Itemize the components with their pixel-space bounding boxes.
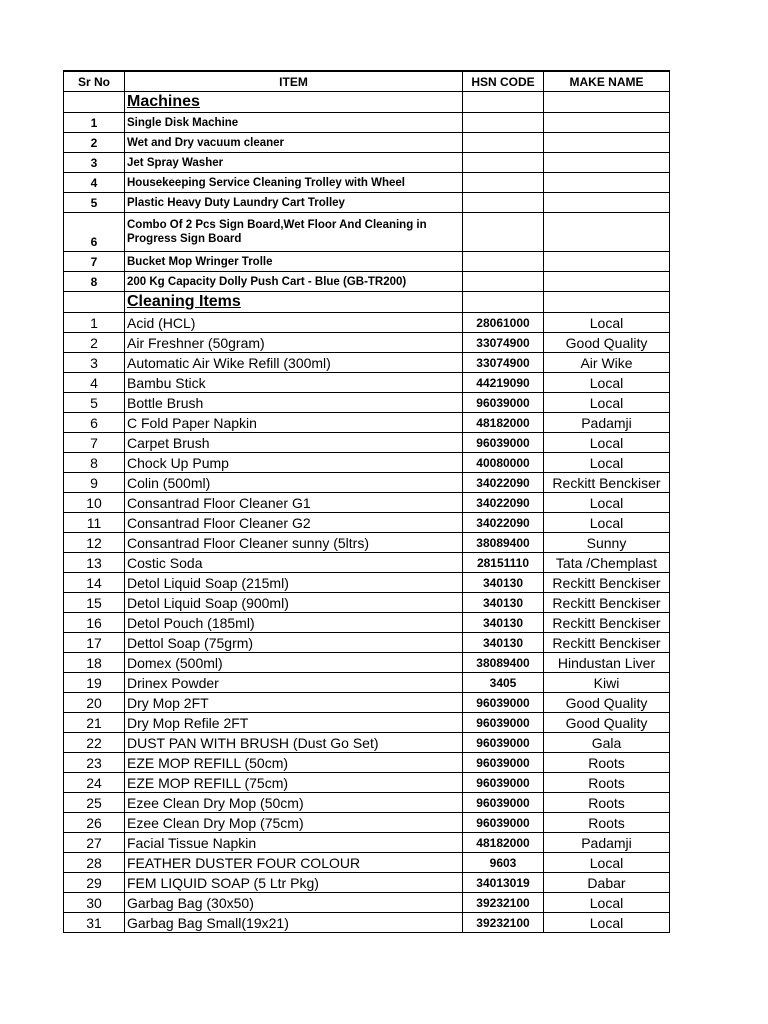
hsn-code-cell: 9603 [463, 853, 544, 873]
item-cell: Chock Up Pump [125, 453, 463, 473]
table-row [64, 873, 670, 893]
hsn-code-cell: 44219090 [463, 373, 544, 393]
table-row [64, 633, 670, 653]
table-row [64, 653, 670, 673]
make-name-cell: Local [544, 493, 670, 513]
make-name-cell: Roots [544, 793, 670, 813]
item-cell: Drinex Powder [125, 673, 463, 693]
section-hsn-empty [463, 92, 544, 113]
item-cell: Single Disk Machine [125, 113, 463, 133]
make-name-cell: Reckitt Benckiser [544, 613, 670, 633]
table-row [64, 673, 670, 693]
hsn-code-cell [463, 272, 544, 292]
sr-no-cell: 23 [64, 753, 125, 773]
item-cell: Acid (HCL) [125, 313, 463, 333]
table-row [64, 213, 670, 252]
hsn-code-cell: 96039000 [463, 753, 544, 773]
sr-no-cell: 8 [64, 453, 125, 473]
table-row [64, 373, 670, 393]
sr-no-cell: 9 [64, 473, 125, 493]
item-cell: Detol Liquid Soap (215ml) [125, 573, 463, 593]
item-cell: Domex (500ml) [125, 653, 463, 673]
item-cell: Colin (500ml) [125, 473, 463, 493]
make-name-cell [544, 252, 670, 272]
hsn-code-cell [463, 113, 544, 133]
header-row [64, 71, 670, 92]
sr-no-cell: 11 [64, 513, 125, 533]
table-row [64, 353, 670, 373]
table-row [64, 493, 670, 513]
hsn-code-cell: 34022090 [463, 473, 544, 493]
hsn-code-cell: 28061000 [463, 313, 544, 333]
hsn-code-cell [463, 252, 544, 272]
make-name-cell: Hindustan Liver [544, 653, 670, 673]
hsn-code-cell: 96039000 [463, 733, 544, 753]
item-cell: Combo Of 2 Pcs Sign Board,Wet Floor And Cleaning in Progress Sign Board [125, 213, 463, 252]
section-sr-empty [64, 292, 125, 313]
item-cell: Dettol Soap (75grm) [125, 633, 463, 653]
make-name-cell [544, 173, 670, 193]
make-name-cell [544, 133, 670, 153]
table-row [64, 153, 670, 173]
make-name-cell: Reckitt Benckiser [544, 593, 670, 613]
sr-no-cell: 4 [64, 373, 125, 393]
table-row [64, 553, 670, 573]
sr-no-cell: 17 [64, 633, 125, 653]
hsn-code-cell: 48182000 [463, 833, 544, 853]
make-name-cell: Kiwi [544, 673, 670, 693]
table-row [64, 533, 670, 553]
section-sr-empty [64, 92, 125, 113]
make-name-cell: Local [544, 893, 670, 913]
table-row [64, 133, 670, 153]
item-cell: Bambu Stick [125, 373, 463, 393]
sr-no-cell: 4 [64, 173, 125, 193]
sr-no-cell: 2 [64, 133, 125, 153]
make-name-cell [544, 272, 670, 292]
table-row [64, 813, 670, 833]
make-name-cell: Reckitt Benckiser [544, 573, 670, 593]
hsn-code-cell: 38089400 [463, 653, 544, 673]
table-row [64, 272, 670, 292]
item-cell: Detol Pouch (185ml) [125, 613, 463, 633]
sr-no-cell: 13 [64, 553, 125, 573]
sr-no-cell: 29 [64, 873, 125, 893]
table-row [64, 252, 670, 272]
make-name-cell: Padamji [544, 413, 670, 433]
sr-no-cell: 27 [64, 833, 125, 853]
sr-no-cell: 19 [64, 673, 125, 693]
sr-no-cell: 20 [64, 693, 125, 713]
item-cell: Air Freshner (50gram) [125, 333, 463, 353]
sr-no-cell: 26 [64, 813, 125, 833]
make-name-cell [544, 153, 670, 173]
sr-no-cell: 7 [64, 433, 125, 453]
make-name-cell: Local [544, 433, 670, 453]
item-cell: DUST PAN WITH BRUSH (Dust Go Set) [125, 733, 463, 753]
item-cell: Housekeeping Service Cleaning Trolley with Wheel [125, 173, 463, 193]
make-name-cell: Reckitt Benckiser [544, 633, 670, 653]
header-item: ITEM [125, 71, 463, 92]
table-row [64, 513, 670, 533]
item-cell: Consantrad Floor Cleaner G1 [125, 493, 463, 513]
sr-no-cell: 6 [64, 413, 125, 433]
hsn-code-cell: 34022090 [463, 513, 544, 533]
make-name-cell: Good Quality [544, 693, 670, 713]
item-cell: EZE MOP REFILL (50cm) [125, 753, 463, 773]
table-row [64, 613, 670, 633]
items-table [63, 70, 670, 933]
hsn-code-cell: 96039000 [463, 393, 544, 413]
hsn-code-cell: 38089400 [463, 533, 544, 553]
item-cell: EZE MOP REFILL (75cm) [125, 773, 463, 793]
section-title-machines: Machines [125, 92, 463, 113]
section-row-cleaning [64, 292, 670, 313]
table-row [64, 393, 670, 413]
table-row [64, 773, 670, 793]
table-row [64, 313, 670, 333]
make-name-cell: Roots [544, 773, 670, 793]
item-cell: Detol Liquid Soap (900ml) [125, 593, 463, 613]
hsn-code-cell: 96039000 [463, 433, 544, 453]
item-cell: Automatic Air Wike Refill (300ml) [125, 353, 463, 373]
table-row [64, 793, 670, 813]
section-title-cleaning: Cleaning Items [125, 292, 463, 313]
item-cell: Bottle Brush [125, 393, 463, 413]
table-row [64, 413, 670, 433]
make-name-cell: Tata /Chemplast [544, 553, 670, 573]
sr-no-cell: 14 [64, 573, 125, 593]
sr-no-cell: 22 [64, 733, 125, 753]
sr-no-cell: 1 [64, 113, 125, 133]
make-name-cell: Air Wike [544, 353, 670, 373]
sr-no-cell: 12 [64, 533, 125, 553]
table-row [64, 573, 670, 593]
item-cell: Consantrad Floor Cleaner G2 [125, 513, 463, 533]
item-cell: Ezee Clean Dry Mop (50cm) [125, 793, 463, 813]
make-name-cell [544, 113, 670, 133]
hsn-code-cell: 33074900 [463, 353, 544, 373]
hsn-code-cell: 340130 [463, 593, 544, 613]
item-cell: FEATHER DUSTER FOUR COLOUR [125, 853, 463, 873]
sr-no-cell: 31 [64, 913, 125, 933]
table-row [64, 853, 670, 873]
hsn-code-cell [463, 133, 544, 153]
item-cell: Dry Mop 2FT [125, 693, 463, 713]
sr-no-cell: 28 [64, 853, 125, 873]
hsn-code-cell: 96039000 [463, 793, 544, 813]
item-cell: 200 Kg Capacity Dolly Push Cart - Blue (GB-TR200) [125, 272, 463, 292]
sr-no-cell: 16 [64, 613, 125, 633]
hsn-code-cell [463, 193, 544, 213]
make-name-cell: Gala [544, 733, 670, 753]
item-cell: Ezee Clean Dry Mop (75cm) [125, 813, 463, 833]
item-cell: Bucket Mop Wringer Trolle [125, 252, 463, 272]
table-row [64, 333, 670, 353]
table-row [64, 833, 670, 853]
sr-no-cell: 10 [64, 493, 125, 513]
table-row [64, 473, 670, 493]
make-name-cell: Dabar [544, 873, 670, 893]
hsn-code-cell: 340130 [463, 633, 544, 653]
hsn-code-cell [463, 153, 544, 173]
hsn-code-cell [463, 213, 544, 252]
hsn-code-cell: 39232100 [463, 893, 544, 913]
make-name-cell: Sunny [544, 533, 670, 553]
hsn-code-cell: 96039000 [463, 813, 544, 833]
section-make-empty [544, 92, 670, 113]
sr-no-cell: 3 [64, 153, 125, 173]
item-cell: Jet Spray Washer [125, 153, 463, 173]
hsn-code-cell: 34013019 [463, 873, 544, 893]
sr-no-cell: 5 [64, 193, 125, 213]
table-row [64, 733, 670, 753]
hsn-code-cell: 28151110 [463, 553, 544, 573]
hsn-code-cell: 96039000 [463, 693, 544, 713]
sr-no-cell: 5 [64, 393, 125, 413]
item-cell: C Fold Paper Napkin [125, 413, 463, 433]
make-name-cell: Padamji [544, 833, 670, 853]
item-cell: Plastic Heavy Duty Laundry Cart Trolley [125, 193, 463, 213]
table-body [64, 92, 670, 933]
hsn-code-cell: 39232100 [463, 913, 544, 933]
section-row-machines [64, 92, 670, 113]
hsn-code-cell [463, 173, 544, 193]
sr-no-cell: 15 [64, 593, 125, 613]
sr-no-cell: 18 [64, 653, 125, 673]
item-cell: Dry Mop Refile 2FT [125, 713, 463, 733]
table-row [64, 913, 670, 933]
make-name-cell: Good Quality [544, 713, 670, 733]
hsn-code-cell: 340130 [463, 613, 544, 633]
make-name-cell: Roots [544, 753, 670, 773]
table-row [64, 693, 670, 713]
sr-no-cell: 3 [64, 353, 125, 373]
header-sr-no: Sr No [64, 71, 125, 92]
table-row [64, 893, 670, 913]
header-make-name: MAKE NAME [544, 71, 670, 92]
sr-no-cell: 1 [64, 313, 125, 333]
table-row [64, 433, 670, 453]
table-row [64, 173, 670, 193]
hsn-code-cell: 40080000 [463, 453, 544, 473]
section-hsn-empty [463, 292, 544, 313]
item-cell: Costic Soda [125, 553, 463, 573]
table-row [64, 753, 670, 773]
make-name-cell: Local [544, 913, 670, 933]
item-cell: Wet and Dry vacuum cleaner [125, 133, 463, 153]
hsn-code-cell: 340130 [463, 573, 544, 593]
hsn-code-cell: 96039000 [463, 713, 544, 733]
sr-no-cell: 25 [64, 793, 125, 813]
item-cell: Carpet Brush [125, 433, 463, 453]
header-hsn-code: HSN CODE [463, 71, 544, 92]
make-name-cell: Local [544, 373, 670, 393]
sr-no-cell: 6 [64, 213, 125, 252]
make-name-cell: Local [544, 453, 670, 473]
hsn-code-cell: 3405 [463, 673, 544, 693]
sr-no-cell: 7 [64, 252, 125, 272]
hsn-code-cell: 96039000 [463, 773, 544, 793]
make-name-cell: Reckitt Benckiser [544, 473, 670, 493]
make-name-cell: Local [544, 393, 670, 413]
table-row [64, 113, 670, 133]
item-cell: Garbag Bag (30x50) [125, 893, 463, 913]
table-row [64, 453, 670, 473]
make-name-cell: Good Quality [544, 333, 670, 353]
table-row [64, 193, 670, 213]
sr-no-cell: 21 [64, 713, 125, 733]
make-name-cell [544, 193, 670, 213]
sr-no-cell: 8 [64, 272, 125, 292]
make-name-cell [544, 213, 670, 252]
item-cell: Facial Tissue Napkin [125, 833, 463, 853]
sr-no-cell: 2 [64, 333, 125, 353]
table-row [64, 713, 670, 733]
hsn-code-cell: 34022090 [463, 493, 544, 513]
make-name-cell: Local [544, 853, 670, 873]
table-row [64, 593, 670, 613]
item-cell: Consantrad Floor Cleaner sunny (5ltrs) [125, 533, 463, 553]
item-cell: Garbag Bag Small(19x21) [125, 913, 463, 933]
make-name-cell: Roots [544, 813, 670, 833]
section-make-empty [544, 292, 670, 313]
item-cell: FEM LIQUID SOAP (5 Ltr Pkg) [125, 873, 463, 893]
make-name-cell: Local [544, 313, 670, 333]
sr-no-cell: 30 [64, 893, 125, 913]
hsn-code-cell: 48182000 [463, 413, 544, 433]
sr-no-cell: 24 [64, 773, 125, 793]
hsn-code-cell: 33074900 [463, 333, 544, 353]
make-name-cell: Local [544, 513, 670, 533]
